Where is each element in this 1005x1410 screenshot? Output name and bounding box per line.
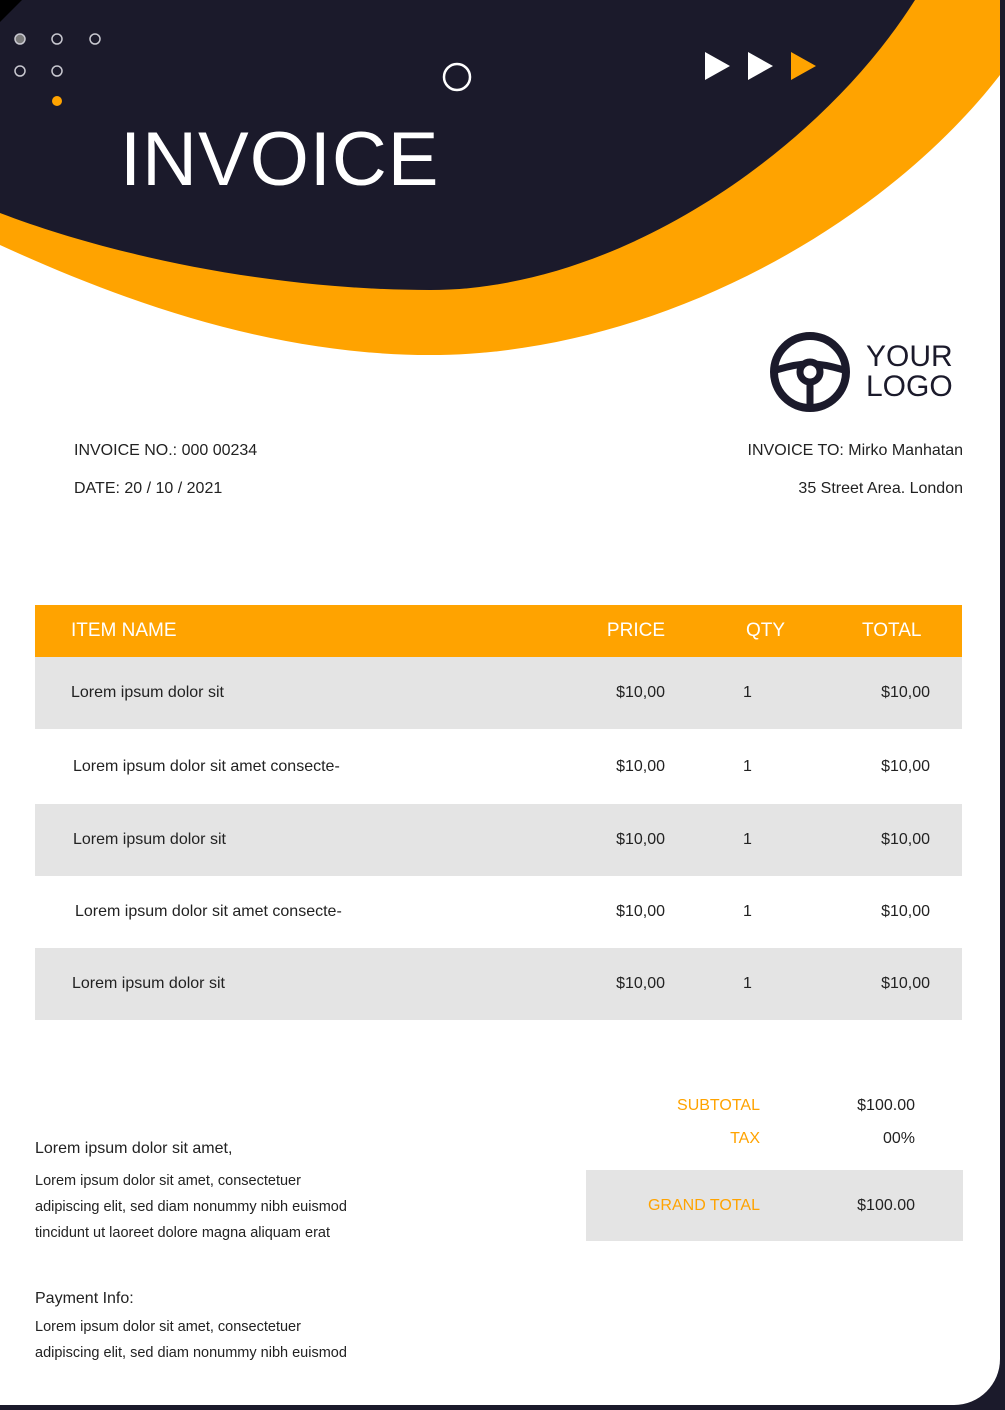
table-header: [35, 605, 962, 657]
payment-heading: Payment Info:: [35, 1290, 134, 1307]
steering-wheel-icon: [768, 330, 852, 414]
cell-price: $10,00: [616, 975, 665, 992]
notes-section: [35, 1140, 347, 1246]
notes-line: adipiscing elit, sed diam nonummy nibh euismod: [35, 1199, 347, 1215]
header-item-name: ITEM NAME: [71, 620, 177, 641]
cell-item: Lorem ipsum dolor sit amet consecte-: [75, 903, 342, 920]
table-row: [35, 948, 962, 1020]
table-row: [35, 804, 962, 876]
subtotal-label: SUBTOTAL: [677, 1097, 760, 1114]
notes-line: Lorem ipsum dolor sit amet, consectetuer: [35, 1173, 301, 1189]
payment-line: Lorem ipsum dolor sit amet, consectetuer: [35, 1319, 301, 1335]
tax-label: TAX: [730, 1130, 760, 1147]
header-total: TOTAL: [862, 620, 922, 641]
logo-line-1: YOUR: [866, 340, 953, 373]
company-logo: [768, 330, 953, 414]
invoice-address: 35 Street Area. London: [798, 480, 963, 497]
cell-price: $10,00: [616, 903, 665, 920]
notes-line: tincidunt ut laoreet dolore magna aliquam erat: [35, 1225, 331, 1241]
cell-total: $10,00: [881, 831, 930, 848]
notes-heading: Lorem ipsum dolor sit amet,: [35, 1140, 233, 1157]
cell-price: $10,00: [616, 684, 665, 701]
cell-qty: 1: [743, 903, 752, 920]
cell-item: Lorem ipsum dolor sit amet consecte-: [73, 757, 340, 775]
corner-clip: [0, 0, 22, 22]
cell-qty: 1: [743, 831, 752, 848]
invoice-to: INVOICE TO: Mirko Manhatan: [747, 442, 963, 459]
dot-icon: [15, 34, 25, 44]
table-row: [35, 876, 962, 948]
cell-price: $10,00: [616, 757, 665, 775]
logo-line-2: LOGO: [866, 370, 953, 403]
cell-qty: 1: [743, 975, 752, 992]
grand-total-value: $100.00: [857, 1196, 915, 1214]
cell-price: $10,00: [616, 831, 665, 848]
cell-total: $10,00: [881, 757, 930, 775]
cell-qty: 1: [743, 684, 752, 701]
grand-total-box: [586, 1170, 963, 1241]
subtotal-value: $100.00: [857, 1097, 915, 1114]
invoice-title: INVOICE: [120, 117, 440, 202]
payment-info-section: [35, 1290, 347, 1366]
invoice-number: INVOICE NO.: 000 00234: [74, 442, 258, 459]
invoice-date: DATE: 20 / 10 / 2021: [74, 480, 223, 497]
table-row: [35, 729, 962, 804]
cell-total: $10,00: [881, 684, 930, 701]
tax-value: 00%: [882, 1130, 915, 1147]
cell-total: $10,00: [881, 903, 930, 920]
header-price: PRICE: [606, 620, 665, 641]
payment-line: adipiscing elit, sed diam nonummy nibh euismod: [35, 1345, 347, 1361]
subtotal-row: [586, 1091, 963, 1121]
cell-item: Lorem ipsum dolor sit: [73, 831, 226, 848]
logo-text: [866, 342, 953, 402]
items-table: [35, 605, 962, 1020]
grand-total-label: GRAND TOTAL: [647, 1196, 760, 1214]
cell-qty: 1: [743, 757, 752, 775]
cell-item: Lorem ipsum dolor sit: [72, 975, 225, 992]
cell-total: $10,00: [881, 975, 930, 992]
cell-item: Lorem ipsum dolor sit: [71, 684, 224, 701]
table-row: [35, 657, 962, 729]
header-qty: QTY: [745, 620, 786, 641]
orange-dot-icon: [52, 96, 62, 106]
tax-row: [586, 1124, 963, 1154]
